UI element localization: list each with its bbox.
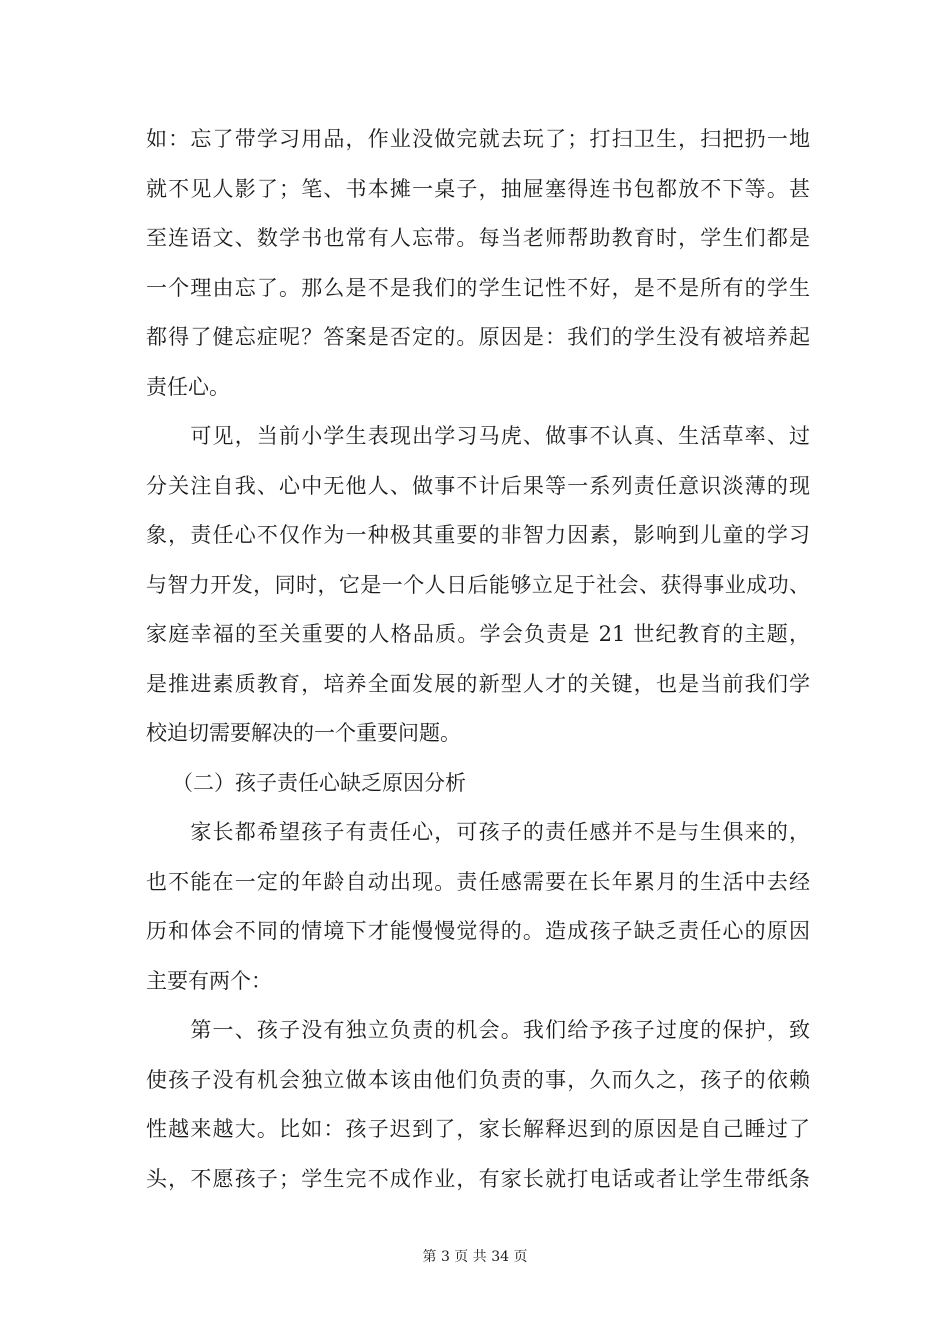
section-heading: （二）孩子责任心缺乏原因分析	[172, 770, 466, 795]
text-line: 如：忘了带学习用品，作业没做完就去玩了；打扫卫生，扫把扔一地	[146, 127, 810, 151]
text-line: 性越来越大。比如：孩子迟到了，家长解释迟到的原因是自己睡过了	[146, 1117, 810, 1141]
body-text	[146, 115, 810, 1204]
text-line: 家庭幸福的至关重要的人格品质。学会负责是 21 世纪教育的主题，	[146, 622, 810, 646]
text-line: 第一、孩子没有独立负责的机会。我们给予孩子过度的保护，致	[146, 1018, 810, 1042]
text-line: 与智力开发，同时，它是一个人日后能够立足于社会、获得事业成功、	[146, 572, 810, 597]
page-footer: 第 3 页 共 34 页	[422, 1249, 528, 1265]
text-line: 主要有两个：	[146, 968, 272, 993]
text-line: 是推进素质教育，培养全面发展的新型人才的关键，也是当前我们学	[146, 671, 810, 696]
text-line: 可见，当前小学生表现出学习马虎、做事不认真、生活草率、过	[146, 424, 810, 448]
text-line: 就不见人影了；笔、书本摊一桌子，抽屉塞得连书包都放不下等。甚	[146, 176, 810, 201]
text-line: 都得了健忘症呢？答案是否定的。原因是：我们的学生没有被培养起	[146, 325, 810, 349]
text-line: 使孩子没有机会独立做本该由他们负责的事，久而久之，孩子的依赖	[146, 1067, 810, 1092]
text-line: 至连语文、数学书也常有人忘带。每当老师帮助教育时，学生们都是	[146, 226, 810, 250]
text-line: 家长都希望孩子有责任心，可孩子的责任感并不是与生俱来的，	[146, 820, 810, 844]
text-line: 象，责任心不仅作为一种极其重要的非智力因素，影响到儿童的学习	[146, 523, 810, 547]
text-line: 校迫切需要解决的一个重要问题。	[146, 721, 461, 745]
text-line: 责任心。	[146, 374, 230, 399]
text-line: 也不能在一定的年龄自动出现。责任感需要在长年累月的生活中去经	[146, 869, 810, 894]
text-line: 一个理由忘了。那么是不是我们的学生记性不好，是不是所有的学生	[146, 275, 810, 300]
text-line: 头，不愿孩子；学生完不成作业，有家长就打电话或者让学生带纸条	[146, 1166, 810, 1191]
text-line: 历和体会不同的情境下才能慢慢觉得的。造成孩子缺乏责任心的原因	[146, 919, 810, 943]
text-line: 分关注自我、心中无他人、做事不计后果等一系列责任意识淡薄的现	[146, 473, 810, 498]
